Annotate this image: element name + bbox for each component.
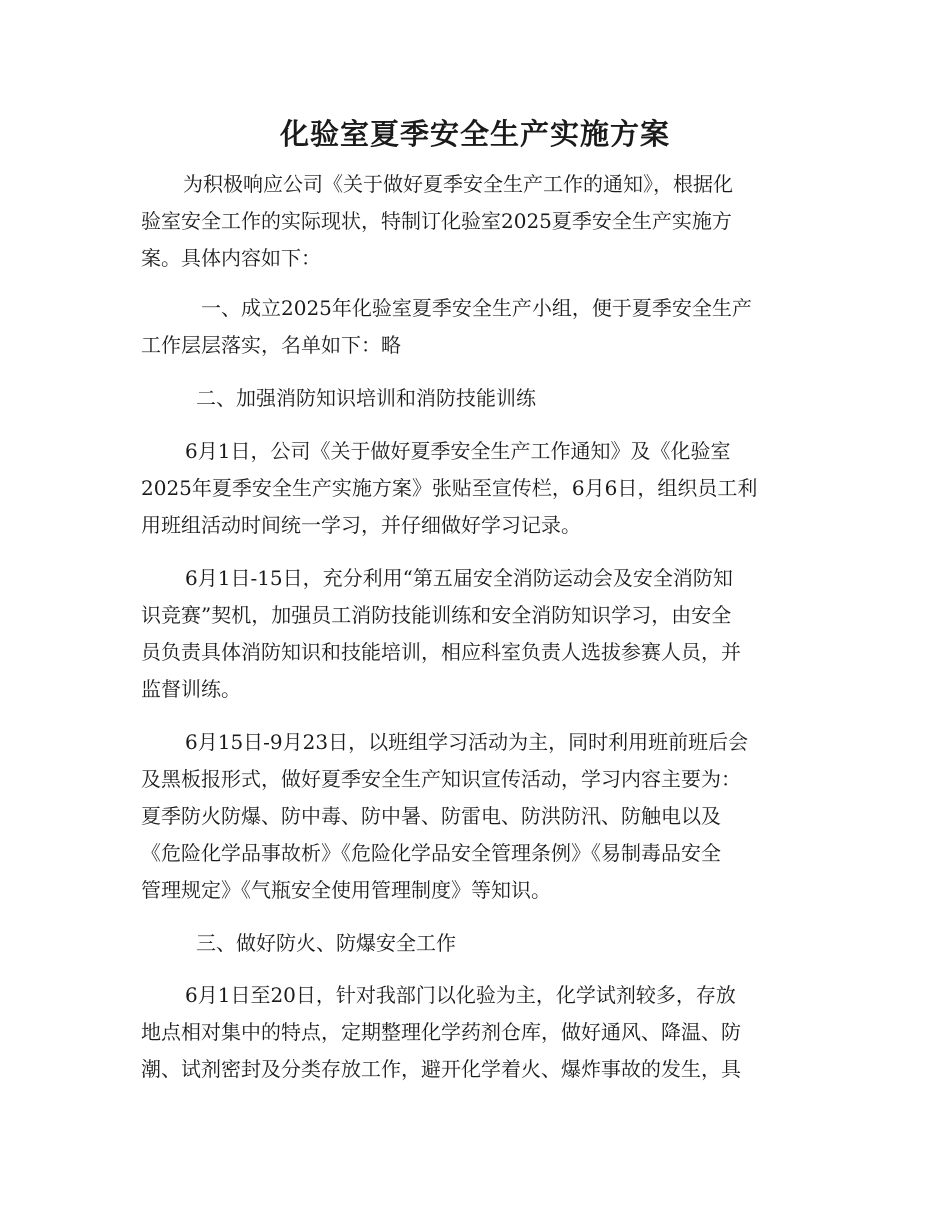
paragraph-line: 潮、试剂密封及分类存放工作，避开化学着火、爆炸事故的发生，具 [141, 1057, 741, 1081]
paragraph-line: 6月1日，公司《关于做好夏季安全生产工作通知》及《化验室 [185, 439, 731, 463]
paragraph-line: 《危险化学品事故析》《危险化学品安全管理条例》《易制毒品安全 [141, 841, 721, 865]
paragraph-intro [141, 166, 806, 277]
paragraph-line: 6月15日-9月23日，以班组学习活动为主，同时利用班前班后会 [185, 730, 749, 754]
paragraph-line: 案。具体内容如下： [141, 246, 321, 270]
paragraph-june-1-20 [141, 977, 806, 1088]
paragraph-june-1-15 [141, 560, 806, 708]
paragraph-line: 用班组活动时间统一学习，并仔细做好学习记录。 [141, 513, 581, 537]
section-heading-2 [141, 380, 806, 417]
paragraph-line: 管理规定》《气瓶安全使用管理制度》等知识。 [141, 878, 551, 902]
paragraph-line: 2025年夏季安全生产实施方案》张贴至宣传栏，6月6日，组织员工利 [141, 476, 758, 500]
paragraph-line: 为积极响应公司《关于做好夏季安全生产工作的通知》，根据化 [183, 172, 733, 196]
section-heading-3 [141, 925, 806, 962]
section-heading-1 [141, 290, 806, 364]
paragraph-line: 工作层层落实，名单如下：略 [141, 333, 401, 357]
paragraph-line: 监督训练。 [141, 677, 241, 701]
paragraph-line: 6月1日-15日，充分利用“第五届安全消防运动会及安全消防知 [185, 566, 733, 590]
paragraph-line: 及黑板报形式，做好夏季安全生产知识宣传活动，学习内容主要为： [141, 767, 741, 791]
paragraph-line: 验室安全工作的实际现状，特制订化验室2025夏季安全生产实施方 [141, 209, 732, 233]
paragraph-line: 识竞赛”契机，加强员工消防技能训练和安全消防知识学习，由安全 [141, 603, 732, 627]
paragraph-line: 三、做好防火、防爆安全工作 [196, 931, 456, 955]
document-title: 化验室夏季安全生产实施方案 [279, 117, 670, 151]
paragraph-line: 一、成立2025年化验室夏季安全生产小组，便于夏季安全生产 [201, 296, 752, 320]
paragraph-line: 夏季防火防爆、防中毒、防中暑、防雷电、防洪防汛、防触电以及 [141, 804, 721, 828]
paragraph-line: 6月1日至20日，针对我部门以化验为主，化学试剂较多，存放 [185, 983, 736, 1007]
paragraph-line: 员负责具体消防知识和技能培训，相应科室负责人选拔参赛人员，并 [141, 640, 741, 664]
paragraph-june-1 [141, 433, 806, 544]
paragraph-june-15-sep-23 [141, 724, 806, 909]
paragraph-line: 地点相对集中的特点，定期整理化学药剂仓库，做好通风、降温、防 [141, 1020, 741, 1044]
paragraph-line: 二、加强消防知识培训和消防技能训练 [196, 386, 536, 410]
